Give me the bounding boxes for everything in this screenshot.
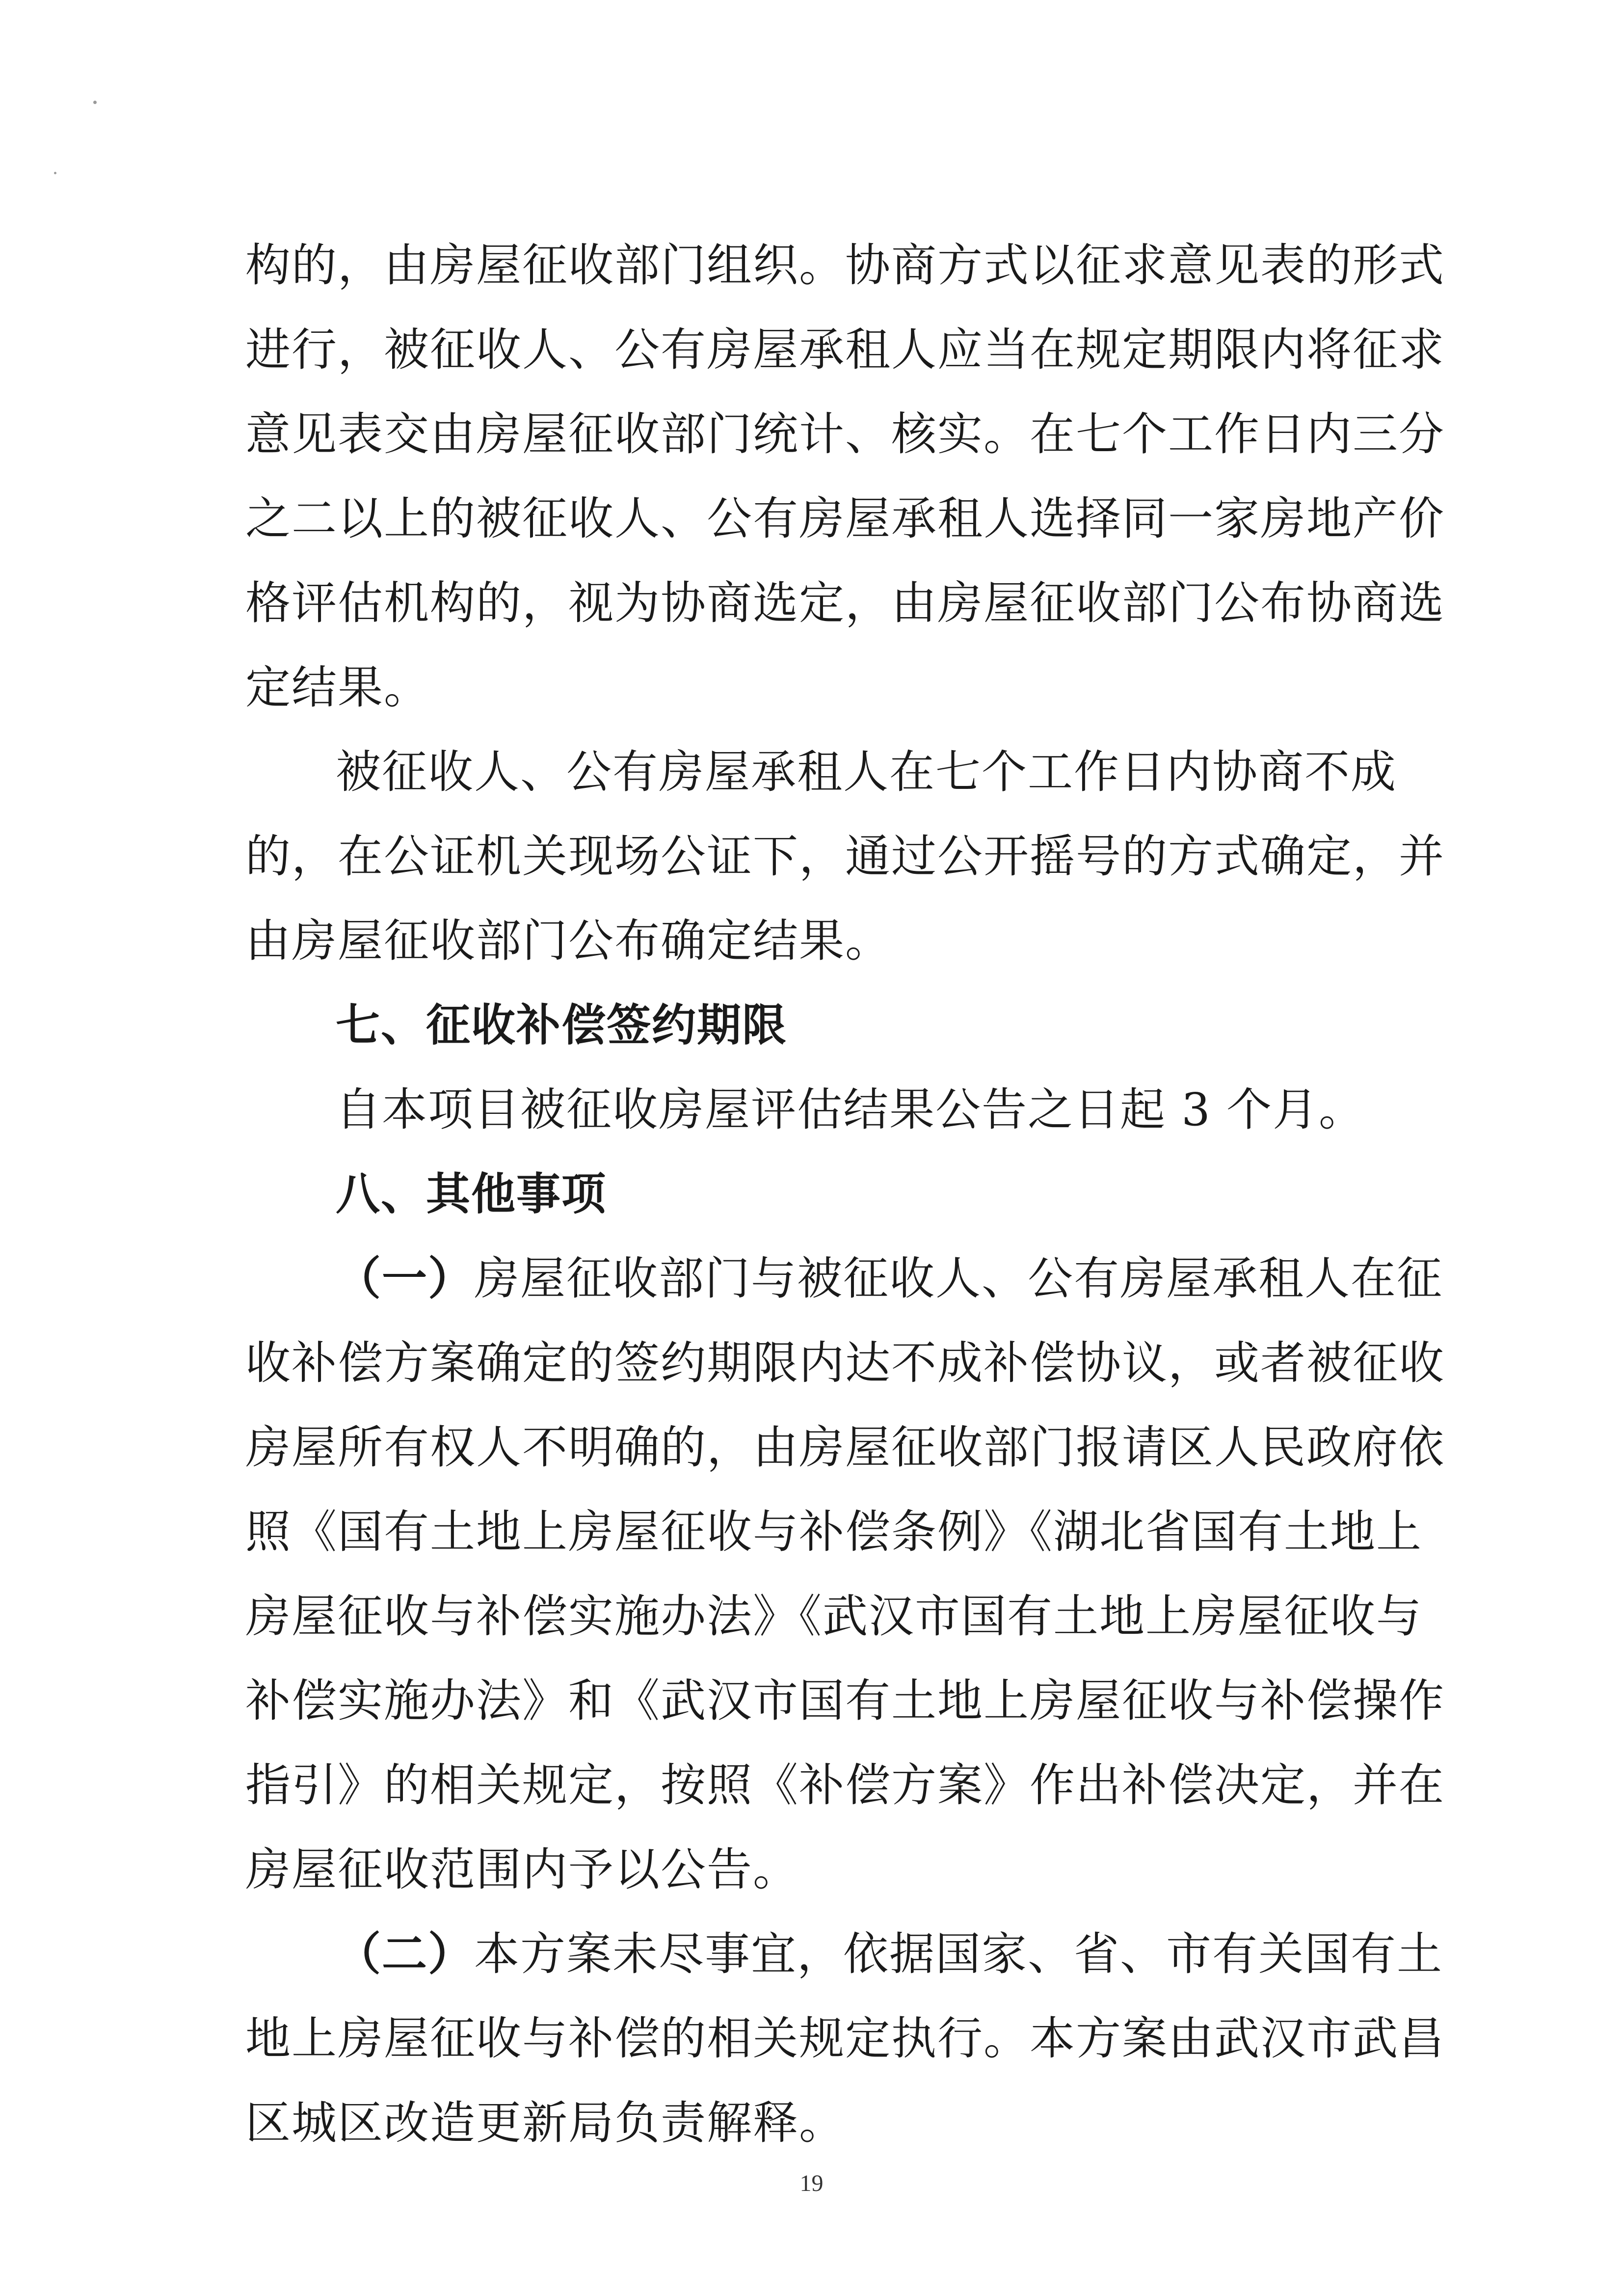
paragraph-line: 的，在公证机关现场公证下，通过公开摇号的方式确定，并	[245, 830, 1445, 883]
paragraph-line: 定结果。	[245, 661, 430, 714]
item-number: （二）	[336, 1928, 475, 1980]
paragraph-line: 地上房屋征收与补偿的相关规定执行。本方案由武汉市武昌	[245, 2012, 1445, 2065]
paragraph-line: 房屋征收与补偿实施办法》《武汉市国有土地上房屋征收与	[245, 1590, 1423, 1643]
scan-speck	[93, 101, 97, 104]
paragraph-line: 意见表交由房屋征收部门统计、核实。在七个工作日内三分	[245, 408, 1445, 460]
paragraph-line: 构的，由房屋征收部门组织。协商方式以征求意见表的形式	[245, 239, 1445, 292]
paragraph-line	[245, 1237, 1443, 1321]
paragraph-line: 格评估机构的，视为协商选定，由房屋征收部门公布协商选	[245, 577, 1445, 629]
paragraph-line: 补偿实施办法》和《武汉市国有土地上房屋征收与补偿操作	[245, 1675, 1445, 1727]
paragraph-line: 房屋征收范围内予以公告。	[245, 1843, 799, 1896]
paragraph-line: 由房屋征收部门公布确定结果。	[245, 915, 892, 967]
paragraph-line	[245, 1912, 1443, 1997]
paragraph-text: 房屋征收部门与被征收人、公有房屋承租人在征	[474, 1252, 1443, 1305]
paragraph-line: 房屋所有权人不明确的，由房屋征收部门报请区人民政府依	[245, 1421, 1445, 1474]
paragraph-line: 进行，被征收人、公有房屋承租人应当在规定期限内将征求	[245, 324, 1445, 376]
section-heading: 七、征收补偿签约期限	[336, 999, 787, 1051]
scan-speck	[54, 172, 56, 174]
paragraph-line: 自本项目被征收房屋评估结果公告之日起 3 个月。	[336, 1083, 1365, 1136]
document-body	[245, 223, 1445, 2165]
paragraph-line: 之二以上的被征收人、公有房屋承租人选择同一家房地产价	[245, 492, 1445, 545]
paragraph-line: 照《国有土地上房屋征收与补偿条例》《湖北省国有土地上	[245, 1506, 1423, 1558]
paragraph-line: 收补偿方案确定的签约期限内达不成补偿协议，或者被征收	[245, 1337, 1445, 1389]
section-heading: 八、其他事项	[336, 1168, 607, 1220]
paragraph-line: 区城区改造更新局负责解释。	[245, 2097, 846, 2149]
page-number: 19	[799, 2170, 824, 2196]
paragraph-line: 指引》的相关规定，按照《补偿方案》作出补偿决定，并在	[245, 1759, 1445, 1811]
item-number: （一）	[336, 1252, 475, 1305]
paragraph-text: 本方案未尽事宜，依据国家、省、市有关国有土	[474, 1928, 1443, 1980]
paragraph-line: 被征收人、公有房屋承租人在七个工作日内协商不成	[336, 746, 1397, 798]
